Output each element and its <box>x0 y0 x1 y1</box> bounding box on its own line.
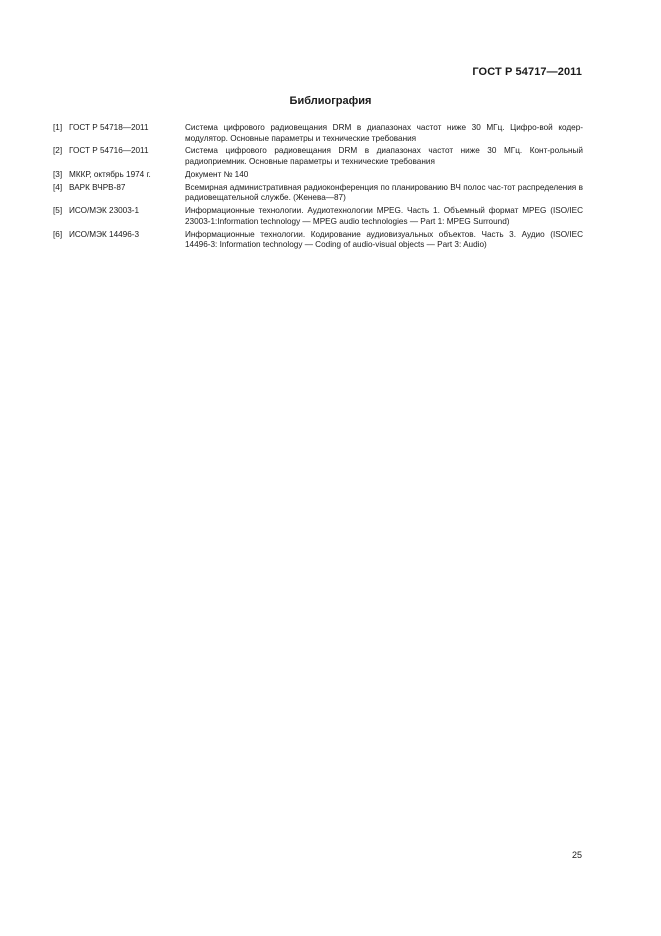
entry-description: Информационные технологии. Кодирование аудиовизуальных объектов. Часть 3. Аудио (ISO/IEC 14496-3: Information technology — Coding of audio-visual objects — Part 3: Audio) <box>185 229 583 250</box>
entry-reference: ГОСТ Р 54718—2011 <box>69 123 149 132</box>
entry-number: [3] <box>53 169 63 179</box>
bibliography-entry <box>53 146 583 167</box>
bibliography-entry <box>53 183 583 204</box>
bibliography-entry <box>53 206 583 227</box>
entry-number: [1] <box>53 123 63 132</box>
entry-number: [5] <box>53 206 63 216</box>
entry-description: Документ № 140 <box>185 169 249 179</box>
page-number: 25 <box>571 850 582 860</box>
entry-description: Система цифрового радиовещания DRM в диапазонах частот ниже 30 МГц. Конт-рольный радиоприемник. Основные параметры и технические требования <box>185 146 583 167</box>
document-code: ГОСТ Р 54717—2011 <box>472 66 582 78</box>
entry-reference: ИСО/МЭК 14496-3 <box>69 229 140 239</box>
entry-number: [4] <box>53 182 63 192</box>
entry-reference: ГОСТ Р 54716—2011 <box>69 146 149 156</box>
entry-reference: ВАРК ВЧРВ-87 <box>69 182 126 192</box>
bibliography-entry <box>53 230 583 251</box>
bibliography-entry <box>53 123 583 144</box>
entry-description: Информационные технологии. Аудиотехнологии MPEG. Часть 1. Объемный формат MPEG (ISO/IEC 23003-1:Information technology — MPEG audio technologies — Part 1: MPEG Surround) <box>185 206 583 226</box>
entry-number: [6] <box>53 229 63 239</box>
bibliography-list <box>53 123 583 253</box>
entry-description: Система цифрового радиовещания DRM в диапазонах частот ниже 30 МГц. Цифро-вой кодер-модулятор. Основные параметры и технические требования <box>185 123 583 143</box>
bibliography-entry <box>53 170 583 181</box>
entry-reference: ИСО/МЭК 23003-1 <box>69 206 140 216</box>
entry-description: Всемирная административная радиоконференция по планированию ВЧ полос час-тот распределения в радиовещательной службе. (Женева—87) <box>185 182 583 203</box>
section-title: Библиография <box>289 95 372 107</box>
entry-reference: МККР, октябрь 1974 г. <box>69 169 151 179</box>
entry-number: [2] <box>53 146 63 156</box>
